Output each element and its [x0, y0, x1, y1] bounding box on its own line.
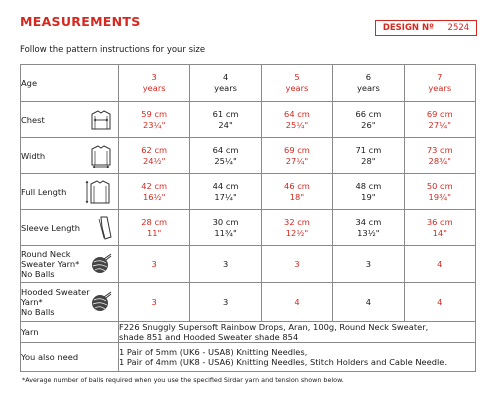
age-number: 4	[222, 72, 229, 82]
width-cell	[404, 138, 475, 174]
chest-cell	[119, 102, 190, 138]
sleeve-length-inch: 11¾"	[214, 227, 237, 238]
age-number: 6	[365, 72, 371, 82]
age-unit: years	[142, 83, 166, 93]
age-number: 3	[151, 72, 157, 82]
yarn-info-label-cell	[21, 322, 119, 343]
round-neck-balls-cell: 3	[119, 246, 190, 283]
age-number: 5	[294, 72, 300, 82]
sleeve-length-cell	[261, 210, 332, 246]
chest-inch: 25¼"	[285, 119, 309, 130]
width-cm: 64 cm	[212, 144, 239, 155]
hooded-yarn-row	[21, 283, 476, 322]
chest-label: Chest	[21, 114, 45, 125]
yarn-info-row	[21, 322, 476, 343]
chest-cell	[190, 102, 261, 138]
round-neck-balls-cell: 3	[190, 246, 261, 283]
full-length-inch: 19¾"	[428, 191, 451, 202]
sleeve-length-inch: 11"	[147, 227, 162, 238]
balls-footnote: *Average number of balls required when you use the specified Sirdar yarn and tension shown below.	[22, 376, 344, 384]
sleeve-length-cm: 30 cm	[212, 216, 239, 227]
width-cell	[190, 138, 261, 174]
chest-label-cell	[21, 102, 119, 138]
full-length-inch: 17¼"	[214, 191, 237, 202]
also-need-label: You also need	[21, 352, 79, 362]
full-length-cm: 46 cm	[284, 180, 310, 191]
width-row	[21, 138, 476, 174]
round-neck-yarn-label-cell	[21, 246, 119, 283]
hooded-balls-cell: 4	[404, 283, 475, 322]
full-length-label: Full Length	[21, 186, 67, 197]
full-length-cm: 44 cm	[212, 180, 239, 191]
yarn-info-text: F226 Snuggly Supersoft Rainbow Drops, Aran, 100g, Round Neck Sweater, shade 851 and Hooded Sweater shade 854	[119, 322, 476, 343]
width-inch: 24½"	[142, 155, 166, 166]
sleeve-length-label-cell	[21, 210, 119, 246]
yarn-ball-icon	[90, 253, 112, 275]
sleeve-length-inch: 13½"	[357, 227, 380, 238]
age-unit: years	[285, 83, 309, 93]
sweater-length-icon	[84, 179, 112, 205]
full-length-cm: 50 cm	[426, 180, 453, 191]
instructions-subtitle: Follow the pattern instructions for your size	[20, 45, 206, 55]
sleeve-length-icon	[96, 215, 112, 241]
width-cm: 71 cm	[355, 144, 382, 155]
age-cell	[190, 65, 261, 102]
width-inch: 25¼"	[214, 155, 237, 166]
chest-cm: 61 cm	[212, 108, 239, 119]
age-cell	[404, 65, 475, 102]
full-length-cell	[119, 174, 190, 210]
also-need-text: 1 Pair of 5mm (UK6 - USA8) Knitting Needles, 1 Pair of 4mm (UK8 - USA6) Knitting Needles, Stitch Holders and Cable Needle.	[119, 343, 476, 372]
chest-inch: 27¼"	[428, 119, 451, 130]
chest-inch: 23¼"	[142, 119, 166, 130]
round-neck-yarn-label: Round Neck Sweater Yarn* No Balls	[21, 249, 80, 279]
sleeve-length-label: Sleeve Length	[21, 222, 81, 233]
sweater-width-icon	[90, 144, 112, 168]
age-label-cell	[21, 65, 119, 102]
hooded-yarn-label: Hooded Sweater Yarn* No Balls	[21, 287, 90, 317]
age-number: 7	[437, 72, 443, 82]
full-length-cm: 48 cm	[355, 180, 382, 191]
chest-cm: 69 cm	[426, 108, 453, 119]
width-cm: 73 cm	[426, 144, 453, 155]
hooded-balls-cell: 3	[190, 283, 261, 322]
full-length-inch: 19"	[361, 191, 376, 202]
round-neck-yarn-row	[21, 246, 476, 283]
width-cm: 62 cm	[141, 144, 168, 155]
sleeve-length-cell	[190, 210, 261, 246]
yarn-ball-icon	[90, 291, 112, 313]
sweater-chest-icon	[90, 109, 112, 131]
width-label: Width	[21, 150, 46, 161]
chest-cell	[333, 102, 404, 138]
sleeve-length-cm: 32 cm	[284, 216, 310, 227]
sleeve-length-cell	[119, 210, 190, 246]
chest-cell	[404, 102, 475, 138]
sleeve-length-inch: 14"	[432, 227, 447, 238]
full-length-inch: 16½"	[142, 191, 166, 202]
width-inch: 28"	[361, 155, 376, 166]
sleeve-length-inch: 12½"	[285, 227, 309, 238]
full-length-label-cell	[21, 174, 119, 210]
age-cell	[333, 65, 404, 102]
width-cell	[119, 138, 190, 174]
age-cell	[119, 65, 190, 102]
chest-cm: 64 cm	[284, 108, 310, 119]
full-length-cm: 42 cm	[141, 180, 168, 191]
sleeve-length-cm: 28 cm	[141, 216, 168, 227]
chest-cm: 66 cm	[355, 108, 382, 119]
sleeve-length-row	[21, 210, 476, 246]
full-length-cell	[261, 174, 332, 210]
width-inch: 28¾"	[428, 155, 451, 166]
hooded-balls-cell: 3	[119, 283, 190, 322]
width-label-cell	[21, 138, 119, 174]
sleeve-length-cell	[404, 210, 475, 246]
design-number-box	[375, 20, 477, 36]
page-title: MEASUREMENTS	[20, 14, 141, 29]
hooded-balls-cell: 4	[333, 283, 404, 322]
hooded-yarn-label-cell	[21, 283, 119, 322]
sleeve-length-cm: 36 cm	[426, 216, 453, 227]
sleeve-length-cell	[333, 210, 404, 246]
width-cell	[333, 138, 404, 174]
also-need-label-cell	[21, 343, 119, 372]
age-cell	[261, 65, 332, 102]
design-label: DESIGN Nº	[382, 23, 434, 33]
chest-row	[21, 102, 476, 138]
chest-inch: 26"	[361, 119, 376, 130]
full-length-cell	[190, 174, 261, 210]
round-neck-balls-cell: 3	[333, 246, 404, 283]
full-length-cell	[333, 174, 404, 210]
full-length-cell	[404, 174, 475, 210]
round-neck-balls-cell: 4	[404, 246, 475, 283]
age-unit: years	[356, 83, 380, 93]
chest-cm: 59 cm	[141, 108, 168, 119]
round-neck-balls-cell: 3	[261, 246, 332, 283]
width-inch: 27¼"	[285, 155, 309, 166]
full-length-inch: 18"	[289, 191, 305, 202]
full-length-row	[21, 174, 476, 210]
width-cell	[261, 138, 332, 174]
age-unit: years	[428, 83, 452, 93]
chest-cell	[261, 102, 332, 138]
measurements-table	[20, 64, 476, 372]
yarn-info-label: Yarn	[21, 327, 39, 337]
age-row	[21, 65, 476, 102]
sleeve-length-cm: 34 cm	[355, 216, 382, 227]
age-unit: years	[214, 83, 237, 93]
width-cm: 69 cm	[284, 144, 310, 155]
chest-inch: 24"	[218, 119, 233, 130]
age-label: Age	[21, 78, 38, 88]
hooded-balls-cell: 4	[261, 283, 332, 322]
also-need-row	[21, 343, 476, 372]
design-number: 2524	[447, 23, 470, 33]
